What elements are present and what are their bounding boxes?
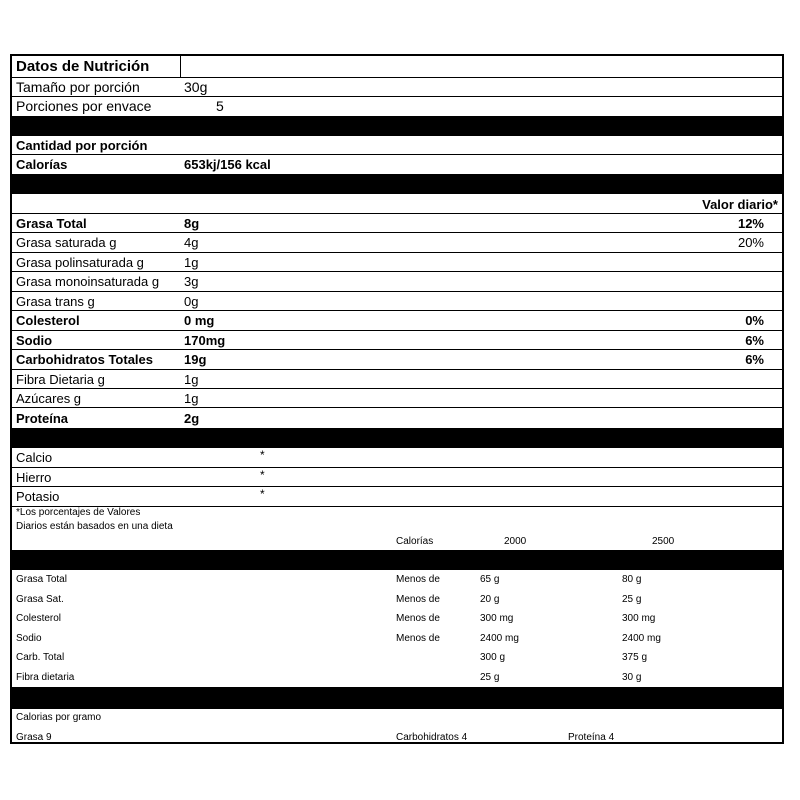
nutrient-amount: 0 mg xyxy=(184,313,215,329)
nutrient-row xyxy=(12,292,782,311)
nutrient-amount: 170mg xyxy=(184,332,226,348)
per-gram-protein: Proteína 4 xyxy=(568,732,615,743)
serving-size-label: Tamaño por porción xyxy=(16,79,140,95)
reference-qualifier: Menos de xyxy=(396,593,440,605)
thick-divider-3 xyxy=(12,428,782,448)
amount-per-serving-label: Cantidad por porción xyxy=(16,138,148,153)
nutrient-row xyxy=(12,389,782,408)
per-gram-carbs: Carbohidratos 4 xyxy=(396,732,468,743)
nutrient-daily-value: 6% xyxy=(745,352,764,368)
label-title: Datos de Nutrición xyxy=(16,58,150,75)
footnote-line-1: *Los porcentajes de Valores xyxy=(16,507,141,518)
nutrient-amount: 19g xyxy=(184,352,207,368)
nutrient-label: Proteína xyxy=(16,410,69,426)
reference-label: Carb. Total xyxy=(16,652,65,664)
nutrient-amount: 0g xyxy=(184,293,199,309)
dv-header-row xyxy=(12,194,782,214)
nutrient-row xyxy=(12,370,782,389)
calories-per-gram-label: Calorias por gramo xyxy=(16,712,102,723)
mineral-row xyxy=(12,448,782,468)
servings-label: Porciones por envace xyxy=(16,98,152,114)
reference-label: Grasa Total xyxy=(16,574,67,585)
nutrient-amount: 8g xyxy=(184,216,200,231)
mineral-mark: * xyxy=(260,487,265,501)
nutrition-facts-label xyxy=(10,54,784,744)
reference-value-2500: 30 g xyxy=(622,672,642,683)
thick-divider-5 xyxy=(12,687,782,709)
nutrient-daily-value: 6% xyxy=(745,332,764,348)
thick-divider-1 xyxy=(12,116,782,136)
reference-label: Fibra dietaria xyxy=(16,672,75,683)
reference-value-2500: 80 g xyxy=(622,574,642,585)
reference-value-2500: 375 g xyxy=(622,652,648,664)
thick-divider-4 xyxy=(12,550,782,570)
nutrient-row xyxy=(12,272,782,291)
thick-divider-2 xyxy=(12,174,782,194)
nutrient-row xyxy=(12,311,782,330)
reference-value-2000: 25 g xyxy=(480,672,500,683)
reference-value-2000: 20 g xyxy=(480,593,500,605)
calories-row xyxy=(12,155,782,174)
footnote-line-2: Diarios están basados en una dieta xyxy=(16,521,173,532)
title-row xyxy=(12,56,782,78)
nutrient-daily-value: 20% xyxy=(737,235,764,251)
nutrient-daily-value: 12% xyxy=(737,216,764,231)
nutrient-label: Grasa monoinsaturada g xyxy=(16,274,160,290)
reference-qualifier: Menos de xyxy=(396,632,440,644)
nutrient-label: Azúcares g xyxy=(16,391,82,407)
servings-value: 5 xyxy=(216,98,224,114)
footnote-col-2500: 2500 xyxy=(652,536,675,547)
reference-qualifier: Menos de xyxy=(396,574,440,585)
mineral-label: Calcio xyxy=(16,450,53,465)
nutrient-label: Grasa saturada g xyxy=(16,235,117,251)
nutrient-label: Grasa polinsaturada g xyxy=(16,254,144,270)
nutrient-amount: 1g xyxy=(184,254,199,270)
reference-value-2000: 300 mg xyxy=(480,613,514,625)
mineral-row xyxy=(12,487,782,507)
servings-row xyxy=(12,97,782,116)
reference-value-2000: 2400 mg xyxy=(480,632,519,644)
nutrient-amount: 2g xyxy=(184,410,200,426)
mineral-mark: * xyxy=(260,448,265,462)
reference-label: Colesterol xyxy=(16,613,62,625)
nutrient-label: Fibra Dietaria g xyxy=(16,371,105,387)
nutrient-label: Grasa trans g xyxy=(16,293,95,309)
nutrient-row xyxy=(12,331,782,350)
nutrient-label: Carbohidratos Totales xyxy=(16,352,154,368)
nutrient-label: Colesterol xyxy=(16,313,80,329)
nutrient-row xyxy=(12,214,782,233)
reference-value-2500: 2400 mg xyxy=(622,632,661,644)
nutrient-row xyxy=(12,350,782,369)
per-gram-fat: Grasa 9 xyxy=(16,732,52,743)
reference-label: Sodio xyxy=(16,632,42,644)
mineral-row xyxy=(12,468,782,488)
reference-qualifier: Menos de xyxy=(396,613,440,625)
nutrient-row xyxy=(12,409,782,428)
amount-label-row xyxy=(12,136,782,155)
nutrient-amount: 4g xyxy=(184,235,199,251)
footnote-calories-label: Calorías xyxy=(396,536,434,547)
calories-label: Calorías xyxy=(16,157,68,172)
reference-value-2000: 65 g xyxy=(480,574,500,585)
reference-value-2500: 25 g xyxy=(622,593,642,605)
reference-value-2000: 300 g xyxy=(480,652,506,664)
mineral-mark: * xyxy=(260,467,265,482)
nutrient-amount: 1g xyxy=(184,371,199,387)
daily-value-header: Valor diario* xyxy=(702,197,778,212)
nutrient-daily-value: 0% xyxy=(745,313,764,329)
nutrient-row xyxy=(12,253,782,272)
nutrient-amount: 1g xyxy=(184,391,199,407)
mineral-label: Potasio xyxy=(16,489,60,504)
reference-value-2500: 300 mg xyxy=(622,613,656,625)
footnote-col-2000: 2000 xyxy=(504,536,527,547)
title-divider xyxy=(180,56,181,77)
nutrient-label: Sodio xyxy=(16,332,53,348)
nutrient-label: Grasa Total xyxy=(16,216,87,231)
nutrient-row xyxy=(12,233,782,252)
calories-value: 653kj/156 kcal xyxy=(184,157,271,172)
serving-size-value: 30g xyxy=(184,79,208,95)
serving-size-row xyxy=(12,78,782,97)
nutrient-amount: 3g xyxy=(184,274,199,290)
reference-label: Grasa Sat. xyxy=(16,593,64,605)
mineral-label: Hierro xyxy=(16,469,52,485)
